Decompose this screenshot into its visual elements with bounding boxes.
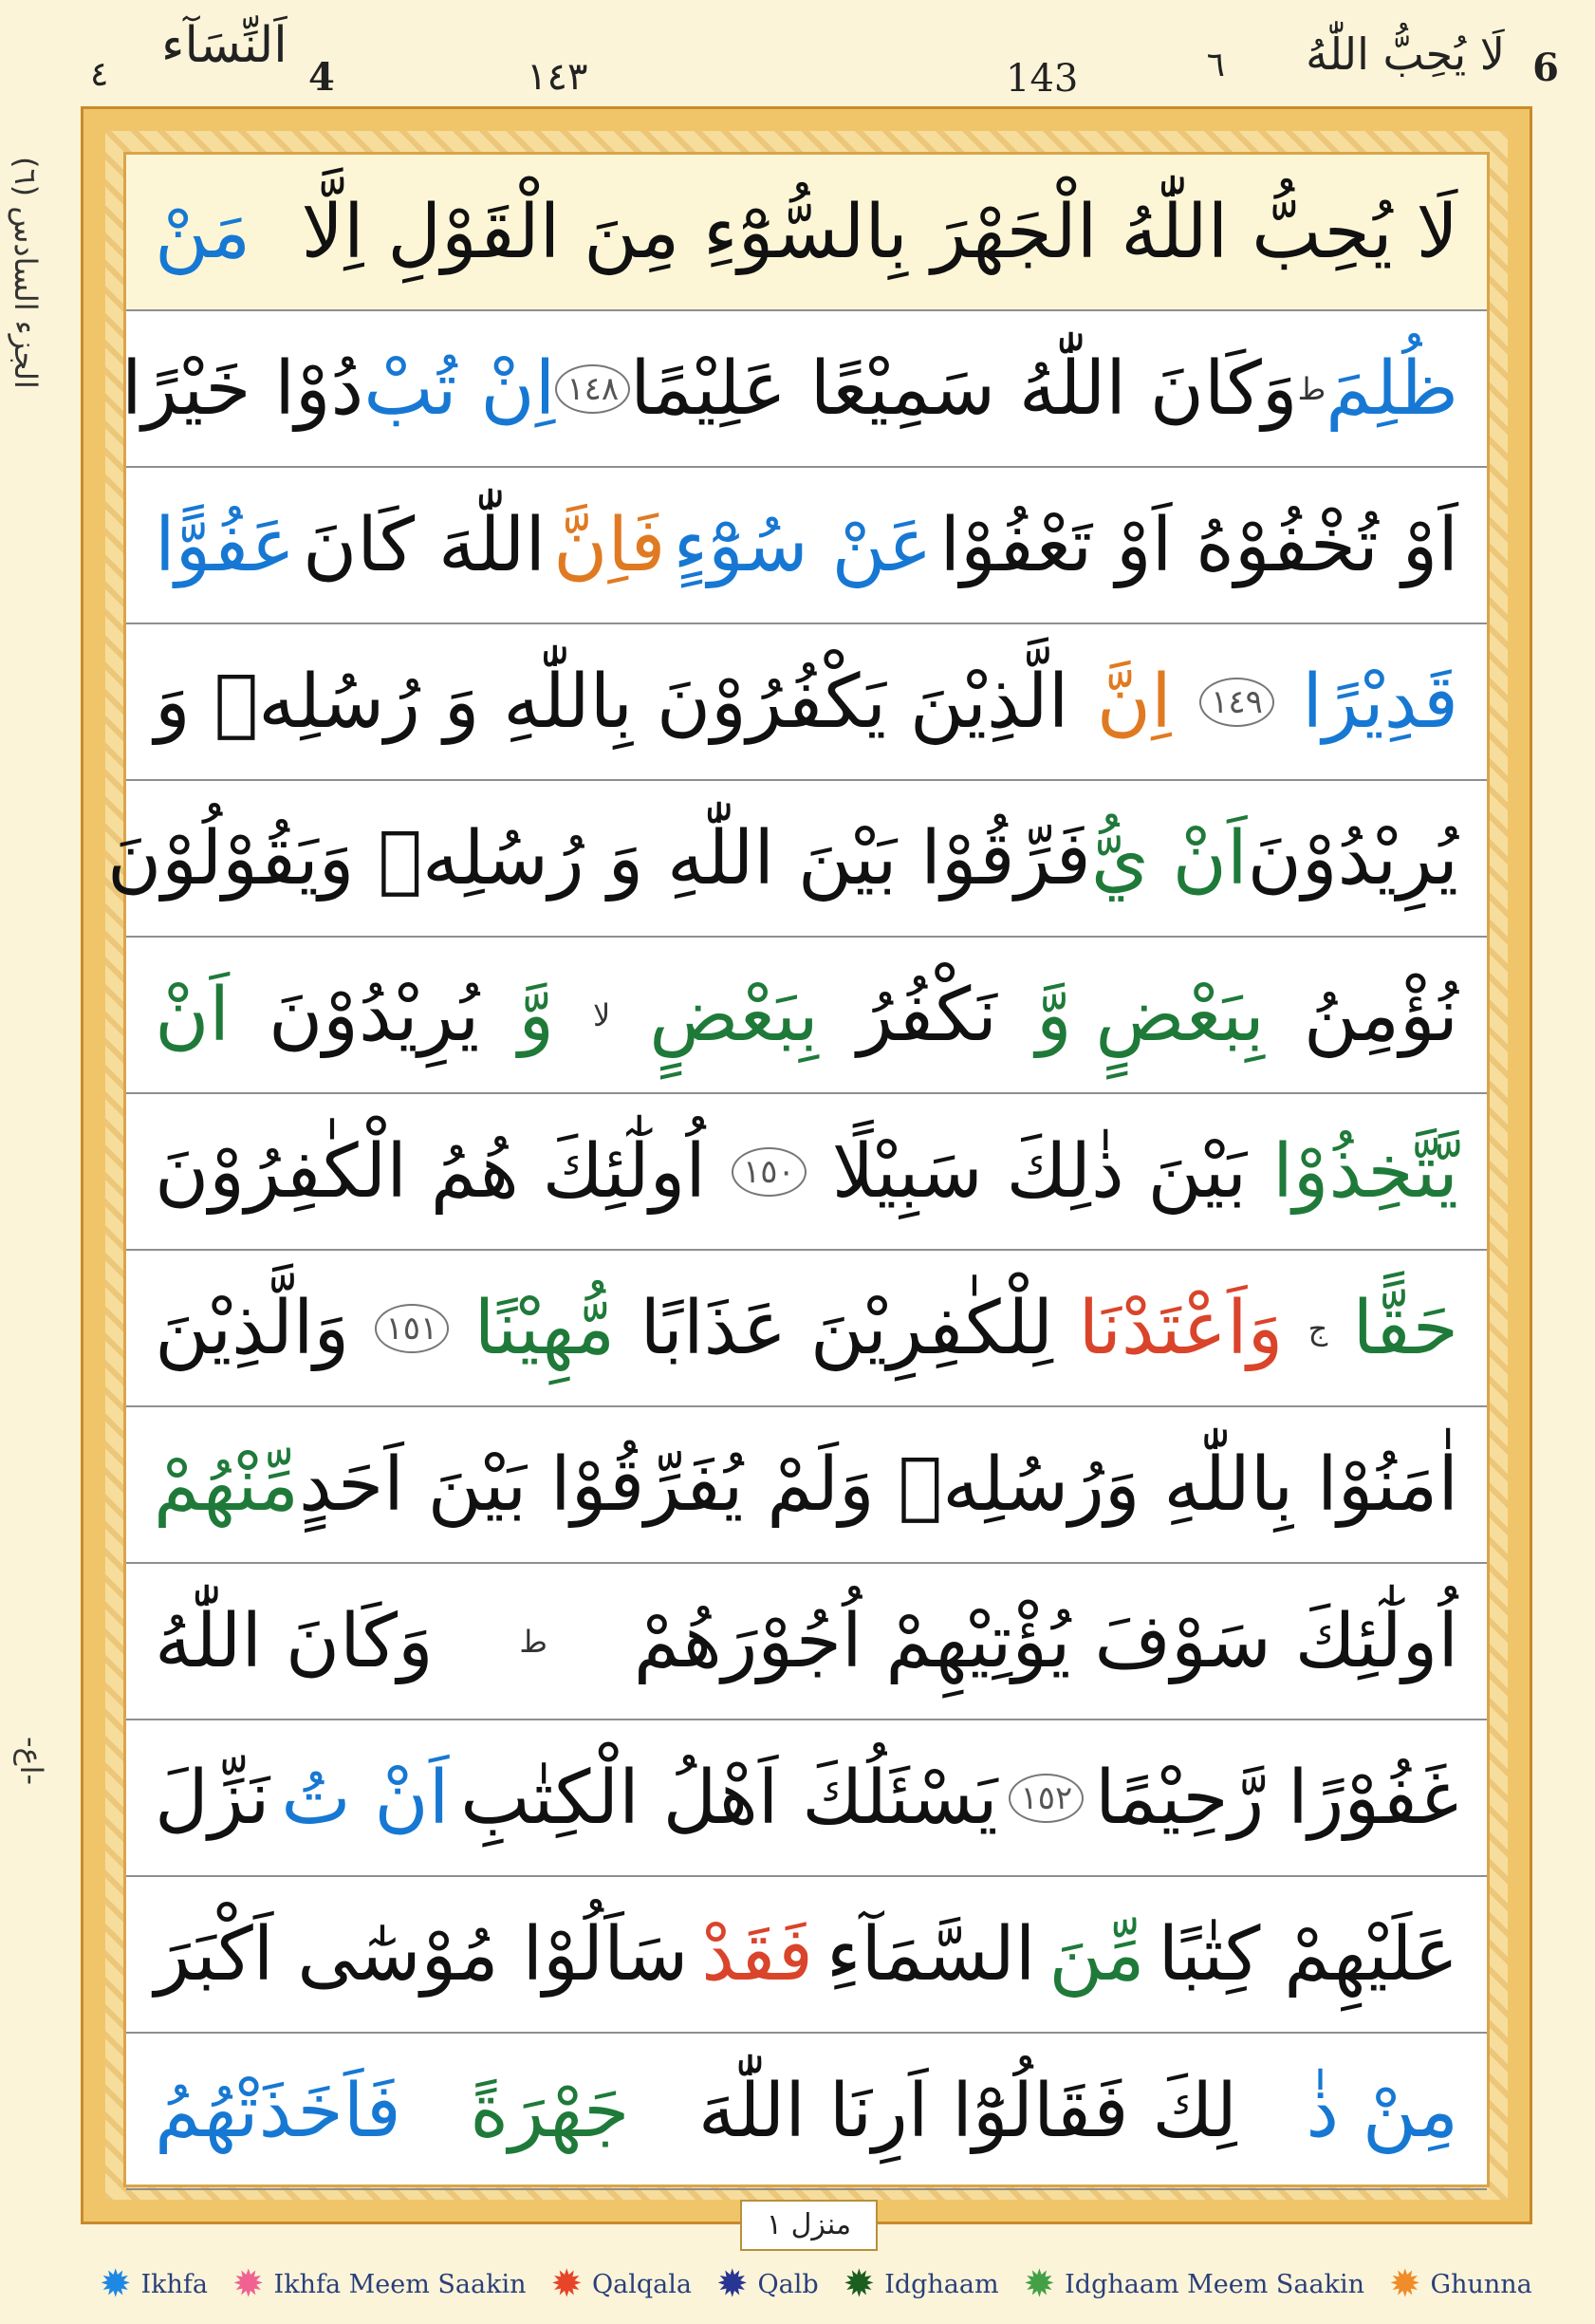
tajweed-word: قَدِيْرًا [1302, 659, 1458, 745]
waqf-stop-sign: ط [1297, 370, 1326, 407]
verse-line [126, 155, 1487, 311]
verse-line [126, 938, 1487, 1094]
legend-item [232, 2262, 527, 2306]
star-icon: ✹ [1389, 2262, 1421, 2306]
verse-text: وَالَّذِيْنَ [155, 1285, 350, 1371]
legend-label: Ikhfa [140, 2269, 209, 2299]
tajweed-word: فَاِنَّ [553, 502, 666, 588]
waqf-stop-sign: لا [593, 996, 611, 1033]
page-header [0, 0, 1595, 109]
verse-line [126, 2034, 1487, 2190]
tajweed-word: فَاَخَذَتْهُمُ [155, 2068, 401, 2154]
verse-text: يُرِيْدُوْنَ [269, 972, 480, 1058]
surah-number-arabic: ٤ [90, 55, 109, 94]
tajweed-word: اِنْ تُبْ [363, 345, 556, 432]
legend-item [843, 2262, 999, 2306]
page-number: 143 [1006, 57, 1079, 101]
verse-line [121, 311, 1487, 468]
star-icon: ✹ [1023, 2262, 1056, 2306]
verse-text: لِلْكٰفِرِيْنَ عَذَابًا [640, 1285, 1054, 1371]
tajweed-word: فَقَدْ [701, 1911, 813, 1998]
ayah-number-marker: ١٥٢ [1009, 1774, 1084, 1823]
verse-text: اَوْ تُخْفُوْهُ اَوْ تَعْفُوْا [939, 502, 1458, 588]
side-juz-label [0, 157, 57, 555]
verse-line [126, 1251, 1487, 1407]
verse-text: سَاَلُوْا مُوْسٰٓى اَكْبَرَ [155, 1911, 689, 1998]
verse-text: دُوْا خَيْرًا [121, 345, 364, 432]
tajweed-word: اَنْ تُ [281, 1755, 450, 1841]
tajweed-word: اَنْ يُّ [1090, 815, 1248, 902]
tajweed-word: مُّهِيْنًا [473, 1285, 616, 1371]
tajweed-word: مِّنْهُمْ [153, 1441, 299, 1528]
legend-item [1023, 2262, 1364, 2306]
manzil-label: منزل ١ [740, 2200, 878, 2251]
tajweed-word: ظُلِمَ [1326, 345, 1458, 432]
verse-text: لِكَ فَقَالُوْٓا اَرِنَا اللّٰهَ [697, 2068, 1237, 2154]
tajweed-word: بِبَعْضٍ وَّ [1035, 972, 1265, 1058]
legend-label: Ghunna [1430, 2269, 1532, 2299]
tajweed-word: عَفُوًّا [155, 502, 295, 588]
page-number-arabic: ١٤٣ [527, 55, 588, 99]
ayah-number-marker: ١٥١ [375, 1304, 450, 1353]
tajweed-word: بِبَعْضٍ [649, 972, 819, 1058]
surah-name: اَلنِّسَآء [161, 17, 287, 74]
verse-line [126, 1094, 1487, 1251]
verse-line [126, 1720, 1487, 1877]
verse-text: يُرِيْدُوْنَ [1247, 815, 1458, 902]
ayah-number-marker: ١٥٠ [732, 1147, 807, 1197]
star-icon: ✹ [232, 2262, 265, 2306]
verse-text: لَا يُحِبُّ اللّٰهُ الْجَهْرَ بِالسُّوْٓءِ مِنَ الْقَوْلِ اِلَّا [301, 189, 1458, 275]
rub-marker: -اع- [13, 1737, 49, 1786]
tajweed-word: عَنْ سُوْٓءٍ [673, 502, 933, 588]
verse-line [126, 1877, 1487, 2034]
verse-text: نَكْفُرُ [857, 972, 997, 1058]
verse-text: اُولٰٓئِكَ هُمُ الْكٰفِرُوْنَ [155, 1128, 706, 1215]
juz-side-text: الجزء السادس (٦) [8, 157, 44, 389]
star-icon: ✹ [100, 2262, 132, 2306]
verse-text: وَكَانَ اللّٰهُ [155, 1598, 434, 1684]
legend-item [100, 2262, 209, 2306]
legend-label: Qalqala [592, 2269, 692, 2299]
waqf-stop-sign: ج [1308, 1310, 1328, 1347]
star-icon: ✹ [843, 2262, 876, 2306]
juz-number-arabic: ٦ [1206, 46, 1225, 84]
verse-text: بَيْنَ ذٰلِكَ سَبِيْلًا [831, 1128, 1248, 1215]
verse-text: يَسْئَلُكَ اَهْلُ الْكِتٰبِ [460, 1755, 998, 1841]
verse-text: الَّذِيْنَ يَكْفُرُوْنَ بِاللّٰهِ وَ رُسُلِهٖ وَ [155, 659, 1069, 745]
verse-text: نَزِّلَ [155, 1755, 270, 1841]
quran-text-area [106, 152, 1490, 2187]
tajweed-word: مِنْ ذٰ [1306, 2068, 1458, 2154]
tajweed-word: يَّتَّخِذُوْا [1272, 1128, 1458, 1215]
legend-item [716, 2262, 819, 2306]
tajweed-word: وَاَعْتَدْنَا [1078, 1285, 1284, 1371]
verse-text: فَرِّقُوْا بَيْنَ اللّٰهِ وَ رُسُلِهٖ وَيَقُوْلُوْنَ [106, 815, 1091, 902]
tajweed-legend [100, 2259, 1532, 2310]
verse-line [126, 1407, 1487, 1564]
verse-text: اللّٰهَ كَانَ [303, 502, 547, 588]
juz-name: لَا يُحِبُّ اللّٰهُ [1306, 28, 1505, 80]
verse-line [126, 624, 1487, 781]
tajweed-word: مِّنَ [1048, 1911, 1145, 1998]
legend-item [550, 2262, 693, 2306]
verse-text: وَكَانَ اللّٰهُ سَمِيْعًا عَلِيْمًا [630, 345, 1298, 432]
verse-line [126, 468, 1487, 624]
ayah-number-marker: ١٤٩ [1199, 678, 1274, 727]
verse-text: غَفُوْرًا رَّحِيْمًا [1095, 1755, 1458, 1841]
legend-label: Idghaam Meem Saakin [1065, 2269, 1364, 2299]
tajweed-word: حَقًّا [1352, 1285, 1458, 1371]
verse-text: نُؤْمِنُ [1303, 972, 1458, 1058]
legend-label: Idghaam [884, 2269, 999, 2299]
tajweed-word: جَهْرَةً [470, 2068, 630, 2154]
tajweed-word: اَنْ [155, 972, 231, 1058]
verse-line [126, 1564, 1487, 1720]
legend-label: Ikhfa Meem Saakin [273, 2269, 527, 2299]
legend-label: Qalb [757, 2269, 819, 2299]
star-icon: ✹ [550, 2262, 584, 2306]
verse-text: اُولٰٓئِكَ سَوْفَ يُؤْتِيْهِمْ اُجُوْرَهُمْ [633, 1598, 1458, 1684]
surah-number: 4 [308, 55, 335, 100]
juz-number: 6 [1532, 46, 1559, 90]
legend-item [1389, 2262, 1532, 2306]
waqf-stop-sign: ط [519, 1623, 548, 1660]
verse-text: اٰمَنُوْا بِاللّٰهِ وَرُسُلِهٖ وَلَمْ يُفَرِّقُوْا بَيْنَ اَحَدٍ [299, 1441, 1458, 1528]
verse-text: السَّمَآءِ [825, 1911, 1036, 1998]
star-icon: ✹ [716, 2262, 749, 2306]
tajweed-word: اِنَّ [1096, 659, 1172, 745]
verse-text: عَلَيْهِمْ كِتٰبًا [1158, 1911, 1458, 1998]
tajweed-word: وَّ [518, 972, 555, 1058]
ayah-number-marker: ١٤٨ [555, 364, 630, 414]
tajweed-word: مَنْ [155, 189, 251, 275]
verse-line [106, 781, 1487, 938]
